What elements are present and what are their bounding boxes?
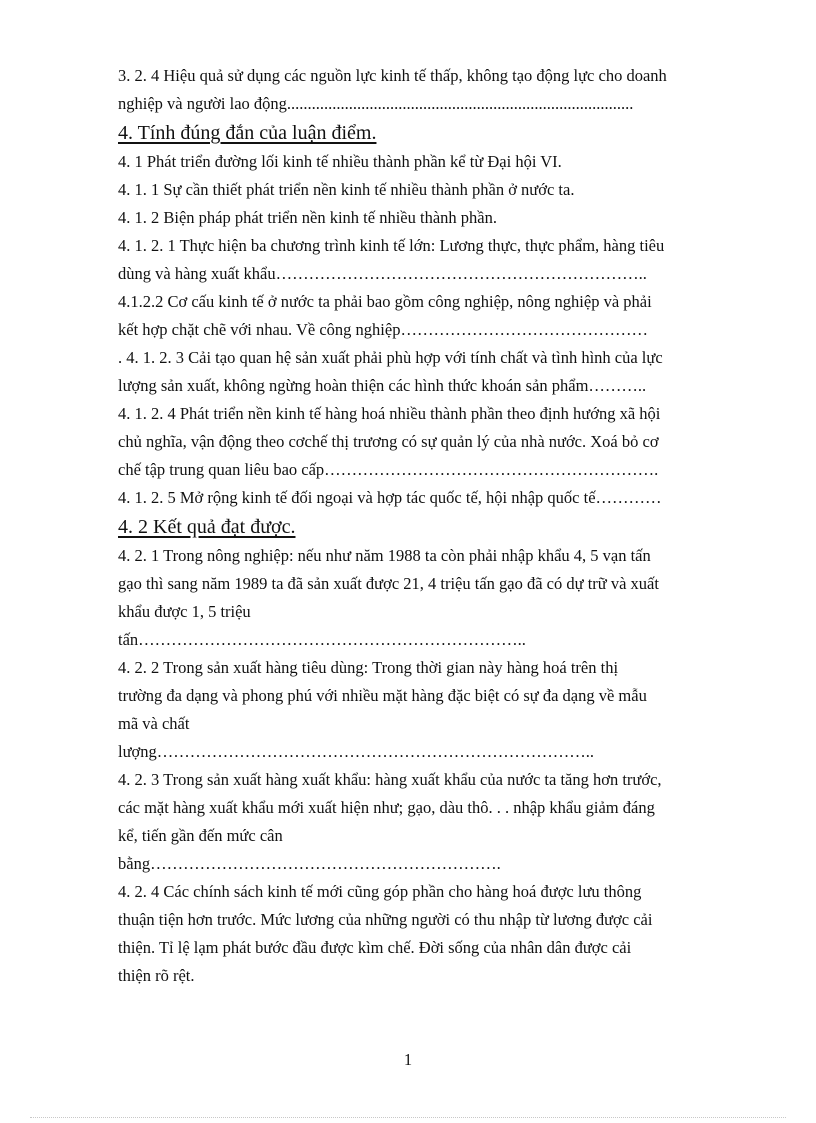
text-line: tấn…………………………………………………………….. [118,630,526,649]
page-content [118,62,743,990]
text-line: khẩu được 1, 5 triệu [118,602,251,621]
text-line: mã và chất [118,714,190,733]
text-line: 4. 1. 2 Biện pháp phát triển nền kinh tế nhiều thành phần. [118,208,497,227]
section-heading: 4. 2 Kết quả đạt được. [118,516,296,538]
text-line: trường đa dạng và phong phú với nhiều mặt hàng đặc biệt có sự đa dạng về mẫu [118,686,647,705]
text-line: 4. 1. 2. 4 Phát triển nền kinh tế hàng hoá nhiều thành phần theo định hướng xã hội [118,404,661,423]
text-line: các mặt hàng xuất khẩu mới xuất hiện như; gạo, dàu thô. . . nhập khẩu giảm đáng [118,798,655,817]
text-line: lượng…………………………………………………………………….. [118,742,595,761]
page-bottom-divider [30,1117,786,1118]
section-heading: 4. Tính đúng đắn của luận điểm. [118,122,377,144]
text-line: gạo thì sang năm 1989 ta đã sản xuất được 21, 4 triệu tấn gạo đã có dự trữ và xuất [118,574,659,593]
text-line: 4. 2. 4 Các chính sách kinh tế mới cũng góp phần cho hàng hoá được lưu thông [118,882,642,901]
text-line: 3. 2. 4 Hiệu quả sử dụng các nguồn lực kinh tế thấp, không tạo động lực cho doanh [118,66,667,85]
text-line: thiện. Tỉ lệ lạm phát bước đầu được kìm chế. Đời sống của nhân dân được cải [118,938,632,957]
text-line: chế tập trung quan liêu bao cấp……………………………………………………. [118,460,659,479]
text-line: chủ nghĩa, vận động theo cơchế thị trương có sự quản lý của nhà nước. Xoá bỏ cơ [118,432,659,451]
text-line: 4. 1. 1 Sự cần thiết phát triển nền kinh tế nhiều thành phần ở nước ta. [118,180,575,199]
text-line: 4. 1 Phát triển đường lối kinh tế nhiều thành phần kể từ Đại hội VI. [118,152,562,171]
text-line: 4. 2. 2 Trong sản xuất hàng tiêu dùng: Trong thời gian này hàng hoá trên thị [118,658,619,677]
page-number: 1 [403,1050,413,1069]
text-line: 4. 1. 2. 5 Mở rộng kinh tế đối ngoại và hợp tác quốc tế, hội nhập quốc tế………… [118,488,662,507]
text-line: dùng và hàng xuất khẩu………………………………………………………….. [118,264,647,283]
text-line: thuận tiện hơn trước. Mức lương của những người có thu nhập từ lương được cải [118,910,653,929]
text-line: lượng sản xuất, không ngừng hoàn thiện các hình thức khoán sản phẩm……….. [118,376,647,395]
text-line: thiện rõ rệt. [118,966,195,985]
text-line: 4. 1. 2. 1 Thực hiện ba chương trình kinh tế lớn: Lương thực, thực phẩm, hàng tiêu [118,236,665,255]
text-line: . 4. 1. 2. 3 Cải tạo quan hệ sản xuất phải phù hợp với tính chất và tình hình của lực [118,348,663,367]
text-line: bằng………………………………………………………. [118,854,501,873]
text-line: nghiệp và người lao động.................................................................................... [118,94,634,113]
text-line: kể, tiến gần đến mức cân [118,826,283,845]
text-line: 4.1.2.2 Cơ cấu kinh tế ở nước ta phải bao gồm công nghiệp, nông nghiệp và phải [118,292,652,311]
text-line: 4. 2. 3 Trong sản xuất hàng xuất khẩu: hàng xuất khẩu của nước ta tăng hơn trước, [118,770,662,789]
text-line: 4. 2. 1 Trong nông nghiệp: nếu như năm 1988 ta còn phải nhập khẩu 4, 5 vạn tấn [118,546,651,565]
text-line: kết hợp chặt chẽ với nhau. Về công nghiệp……………………………………… [118,320,648,339]
